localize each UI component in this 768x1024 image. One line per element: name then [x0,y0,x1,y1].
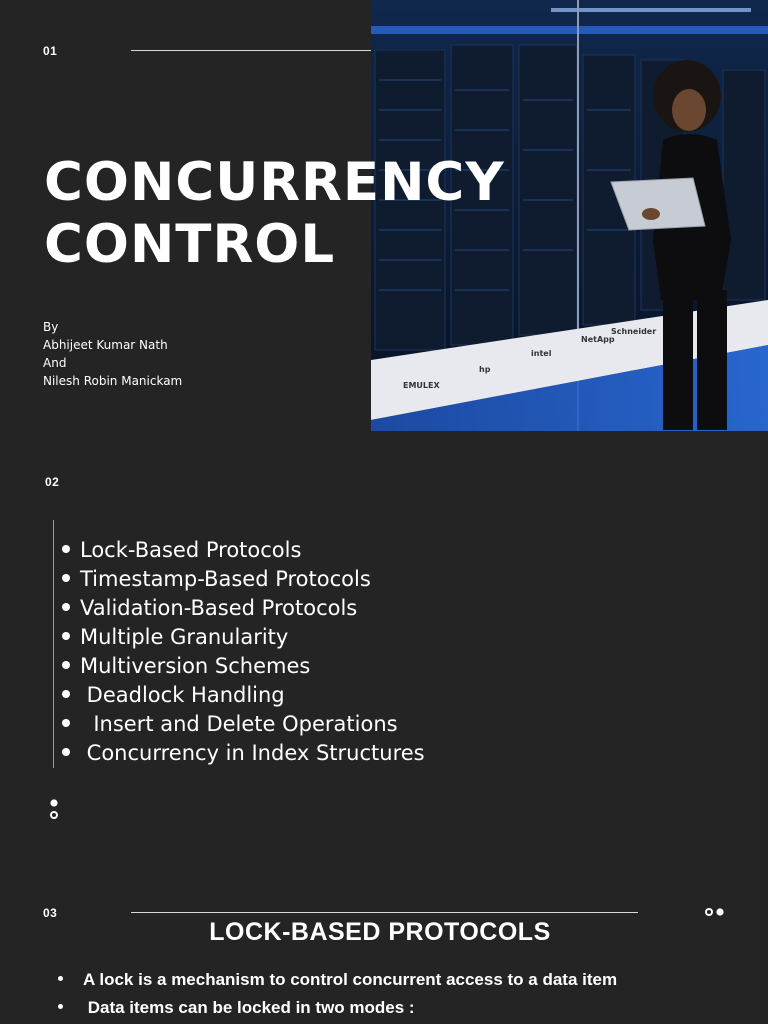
brand-label: intel [531,349,552,358]
list-item: Timestamp-Based Protocols [62,565,425,594]
brand-label: hp [479,365,491,374]
author-line: And [43,356,67,370]
list-item: Deadlock Handling [62,681,425,710]
list-item: Data items can be locked in two modes : [58,996,617,1024]
header-rule [131,50,371,51]
list-item: Multiple Granularity [62,623,425,652]
slide-number-3: 03 [43,906,58,920]
slide-number-2: 02 [45,475,60,489]
topic-list-rule [53,520,54,768]
list-item: A lock is a mechanism to control concurrent access to a data item [58,968,617,996]
bullet-icon [62,719,70,727]
bullet-icon [62,603,70,611]
list-item: Validation-Based Protocols [62,594,425,623]
list-item: Lock-Based Protocols [62,536,425,565]
presentation-title [44,152,505,276]
title-line-1: CONCURRENCY [44,152,505,213]
author-line: Nilesh Robin Manickam [43,374,183,388]
author-line: Abhijeet Kumar Nath [43,338,168,352]
definition-list [58,968,617,1024]
brand-label: NetApp [581,335,615,344]
bullet-icon [62,661,70,669]
section-title: LOCK-BASED PROTOCOLS [209,918,551,946]
list-item: Multiversion Schemes [62,652,425,681]
brand-label: Schneider [611,327,657,336]
decorative-dots-icon [703,906,727,918]
topic-list [62,536,425,768]
bullet-icon [62,632,70,640]
slide-number-1: 01 [43,44,58,58]
list-item: Concurrency in Index Structures [62,739,425,768]
author-block [43,318,182,390]
bullet-icon [62,545,70,553]
author-line: By [43,320,59,334]
header-rule [131,912,638,913]
bullet-icon [58,976,63,981]
bullet-icon [58,1004,63,1009]
title-line-2: CONTROL [44,214,336,275]
list-item: Insert and Delete Operations [62,710,425,739]
bullet-icon [62,748,70,756]
bullet-icon [62,574,70,582]
bullet-icon [62,690,70,698]
decorative-dots-icon [48,798,60,822]
brand-label: EMULEX [403,381,440,390]
